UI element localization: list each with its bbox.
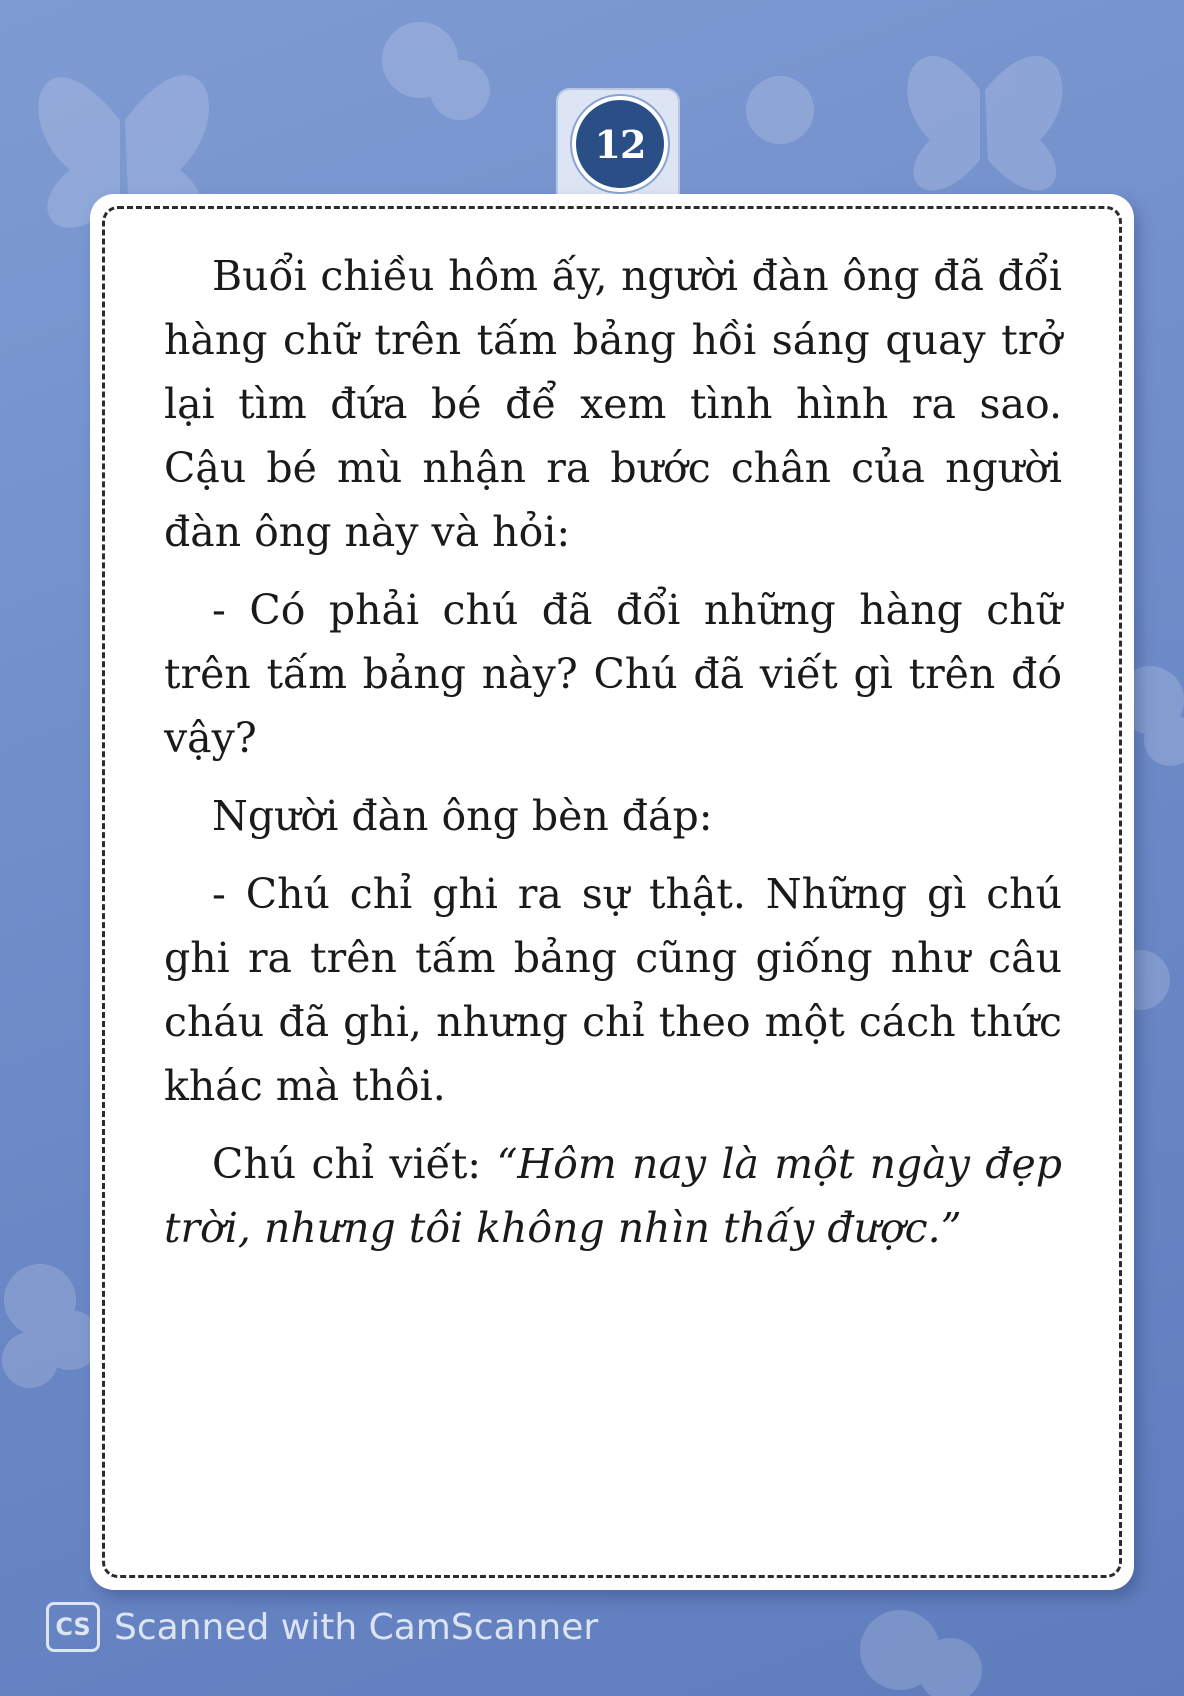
story-card — [90, 194, 1134, 1590]
paragraph-4: - Chú chỉ ghi ra sự thật. Những gì chú ghi ra trên tấm bảng cũng giống như câu cháu đã ghi, nhưng chỉ theo một cách thức khác mà thôi. — [164, 870, 1062, 1110]
camscanner-logo-icon: CS — [46, 1602, 100, 1652]
paragraph-2: - Có phải chú đã đổi những hàng chữ trên tấm bảng này? Chú đã viết gì trên đó vậy? — [164, 586, 1062, 762]
watermark-text: Scanned with CamScanner — [114, 1606, 599, 1648]
page-number-badge: 12 — [572, 96, 668, 192]
story-text — [164, 244, 1062, 1274]
paragraph-5-lead: Chú chỉ viết: — [212, 1140, 497, 1188]
camscanner-watermark — [46, 1600, 598, 1654]
paragraph-5 — [164, 1132, 1062, 1260]
paragraph-1: Buổi chiều hôm ấy, người đàn ông đã đổi hàng chữ trên tấm bảng hồi sáng quay trở lại tìm đứa bé để xem tình hình ra sao. Cậu bé mù nhận ra bước chân của người đàn ông này và hỏi: — [164, 252, 1062, 556]
paragraph-5-quote: “Hôm nay là một ngày đẹp trời, nhưng tôi không nhìn thấy được.” — [164, 1140, 1062, 1252]
paragraph-3: Người đàn ông bèn đáp: — [212, 792, 713, 840]
